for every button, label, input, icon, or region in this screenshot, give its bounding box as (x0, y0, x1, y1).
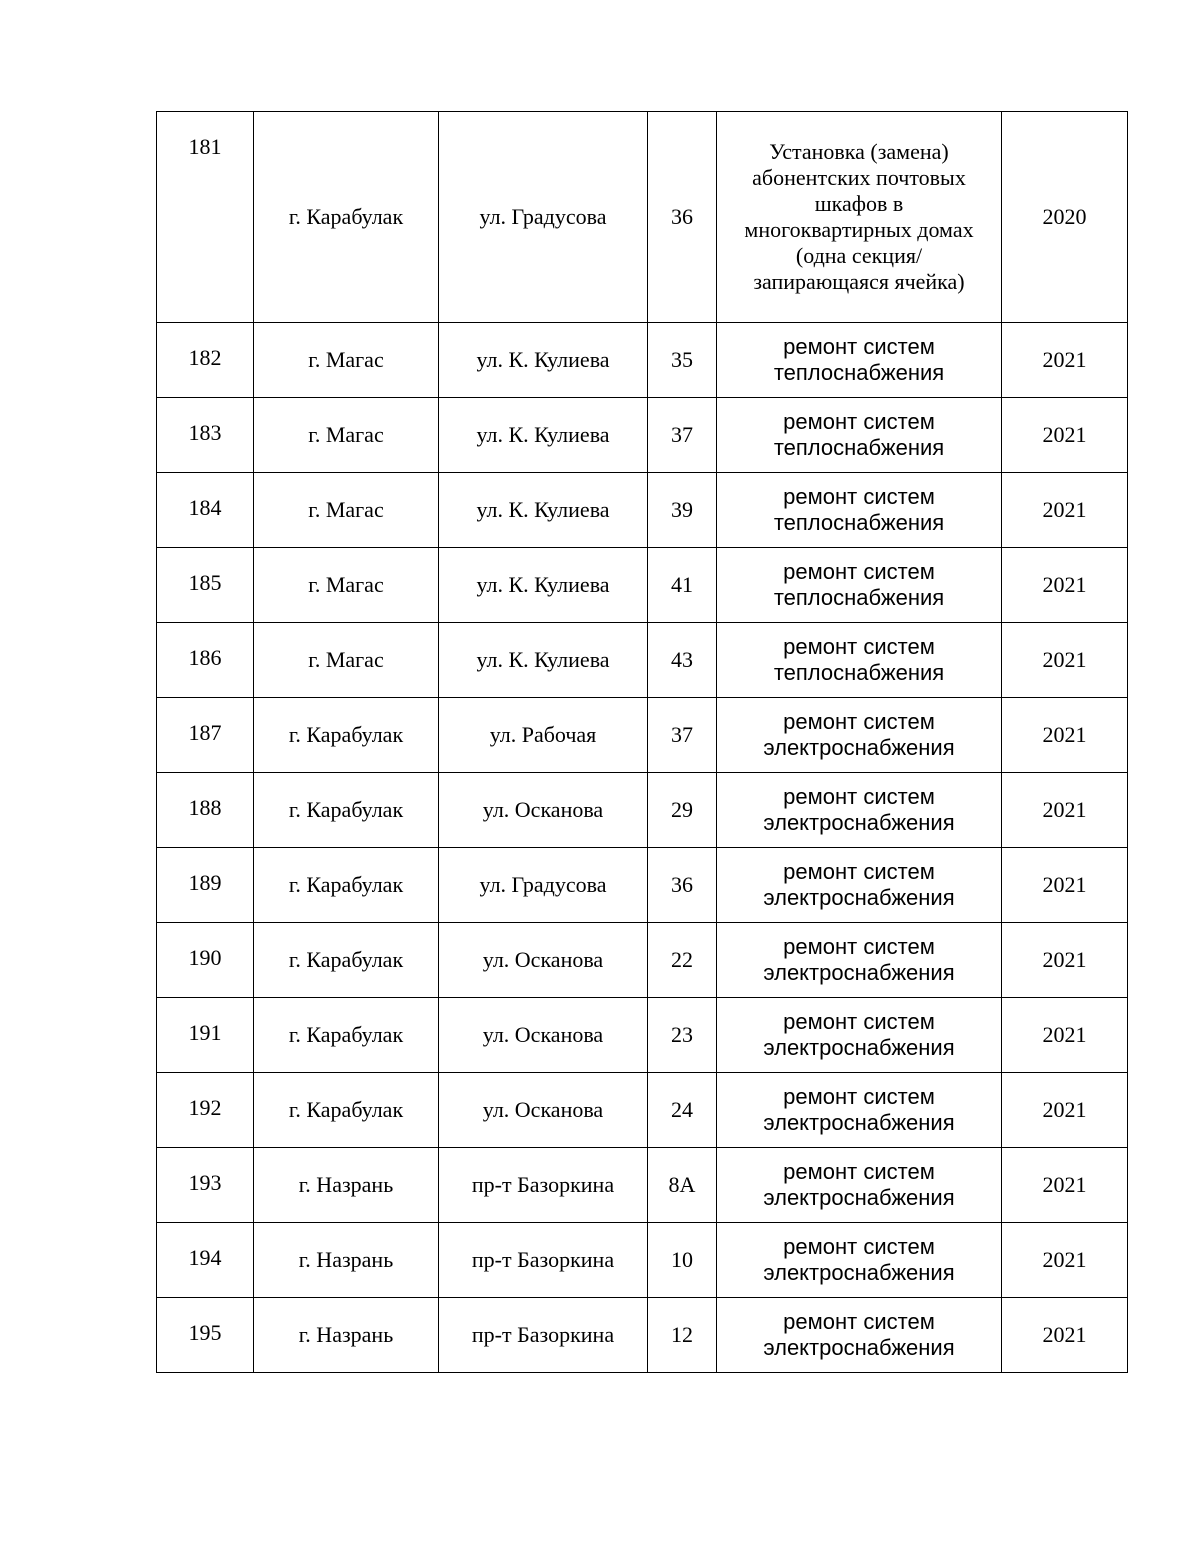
street-cell: ул. Градусова (439, 112, 648, 323)
row-number: 183 (157, 398, 254, 473)
row-number: 193 (157, 1148, 254, 1223)
row-number: 189 (157, 848, 254, 923)
work-type-line: теплоснабжения (773, 585, 945, 610)
work-type-cell: Установка (замена) абонентских почтовых шкафов в многоквартирных домах (одна секция/запирающаяся ячейка) (717, 112, 1002, 323)
work-type-line: ремонт систем (783, 934, 935, 959)
table-row (157, 698, 1128, 773)
table-row (157, 923, 1128, 998)
work-type-line: электроснабжения (763, 1335, 955, 1360)
work-type-line: электроснабжения (763, 960, 955, 985)
work-type-line: ремонт систем (783, 1159, 935, 1184)
table-row (157, 548, 1128, 623)
year-cell: 2021 (1002, 623, 1128, 698)
work-type-cell (717, 398, 1002, 473)
street-cell: ул. К. Кулиева (439, 548, 648, 623)
city-cell: г. Карабулак (254, 848, 439, 923)
work-type-cell (717, 473, 1002, 548)
work-type-line: электроснабжения (763, 1185, 955, 1210)
table-row (157, 323, 1128, 398)
table-row (157, 998, 1128, 1073)
street-cell: ул. Градусова (439, 848, 648, 923)
year-cell: 2021 (1002, 698, 1128, 773)
work-type-line: электроснабжения (763, 735, 955, 760)
work-type-line: ремонт систем (783, 709, 935, 734)
table-row (157, 473, 1128, 548)
row-number: 194 (157, 1223, 254, 1298)
work-type-line: ремонт систем (783, 409, 935, 434)
house-cell: 37 (648, 398, 717, 473)
city-cell: г. Карабулак (254, 1073, 439, 1148)
year-cell: 2021 (1002, 1073, 1128, 1148)
house-cell: 24 (648, 1073, 717, 1148)
house-cell: 35 (648, 323, 717, 398)
work-type-cell (717, 698, 1002, 773)
row-number: 188 (157, 773, 254, 848)
work-type-line: электроснабжения (763, 1110, 955, 1135)
work-type-line: электроснабжения (763, 1035, 955, 1060)
year-cell: 2021 (1002, 398, 1128, 473)
city-cell: г. Магас (254, 548, 439, 623)
street-cell: ул. Осканова (439, 998, 648, 1073)
table-row (157, 1073, 1128, 1148)
work-type-line: электроснабжения (763, 1260, 955, 1285)
house-cell: 10 (648, 1223, 717, 1298)
work-type-line: теплоснабжения (773, 660, 945, 685)
work-type-cell (717, 623, 1002, 698)
work-type-line: ремонт систем (783, 1309, 935, 1334)
year-cell: 2021 (1002, 473, 1128, 548)
city-cell: г. Карабулак (254, 773, 439, 848)
work-type-cell (717, 323, 1002, 398)
year-cell: 2021 (1002, 1148, 1128, 1223)
work-type-line: ремонт систем (783, 784, 935, 809)
year-cell: 2021 (1002, 773, 1128, 848)
city-cell: г. Назрань (254, 1298, 439, 1373)
house-cell: 37 (648, 698, 717, 773)
work-type-line: теплоснабжения (773, 360, 945, 385)
city-cell: г. Карабулак (254, 698, 439, 773)
city-cell: г. Магас (254, 323, 439, 398)
street-cell: пр-т Базоркина (439, 1148, 648, 1223)
year-cell: 2021 (1002, 1298, 1128, 1373)
house-cell: 23 (648, 998, 717, 1073)
work-type-line: ремонт систем (783, 334, 935, 359)
table-row (157, 1298, 1128, 1373)
street-cell: ул. Осканова (439, 1073, 648, 1148)
house-cell: 8А (648, 1148, 717, 1223)
row-number: 182 (157, 323, 254, 398)
street-cell: ул. Осканова (439, 773, 648, 848)
house-cell: 22 (648, 923, 717, 998)
work-type-cell (717, 773, 1002, 848)
table-row (157, 848, 1128, 923)
year-cell: 2021 (1002, 848, 1128, 923)
house-cell: 41 (648, 548, 717, 623)
street-cell: ул. Рабочая (439, 698, 648, 773)
row-number: 185 (157, 548, 254, 623)
house-cell: 39 (648, 473, 717, 548)
work-type-cell (717, 998, 1002, 1073)
work-type-cell (717, 1298, 1002, 1373)
year-cell: 2021 (1002, 923, 1128, 998)
row-number: 195 (157, 1298, 254, 1373)
street-cell: ул. Осканова (439, 923, 648, 998)
work-type-cell (717, 848, 1002, 923)
year-cell: 2021 (1002, 323, 1128, 398)
house-cell: 12 (648, 1298, 717, 1373)
city-cell: г. Назрань (254, 1148, 439, 1223)
row-number: 190 (157, 923, 254, 998)
city-cell: г. Карабулак (254, 998, 439, 1073)
street-cell: ул. К. Кулиева (439, 473, 648, 548)
row-number: 184 (157, 473, 254, 548)
table-row (157, 398, 1128, 473)
street-cell: ул. К. Кулиева (439, 323, 648, 398)
work-type-cell (717, 548, 1002, 623)
work-type-line: ремонт систем (783, 1009, 935, 1034)
work-type-line: ремонт систем (783, 1084, 935, 1109)
work-type-line: теплоснабжения (773, 435, 945, 460)
work-type-line: электроснабжения (763, 810, 955, 835)
work-type-line: ремонт систем (783, 1234, 935, 1259)
year-cell: 2021 (1002, 548, 1128, 623)
street-cell: пр-т Базоркина (439, 1298, 648, 1373)
city-cell: г. Магас (254, 473, 439, 548)
table-row (157, 773, 1128, 848)
house-cell: 43 (648, 623, 717, 698)
year-cell: 2020 (1002, 112, 1128, 323)
work-type-line: ремонт систем (783, 484, 935, 509)
table-row (157, 1223, 1128, 1298)
work-type-line: ремонт систем (783, 634, 935, 659)
house-cell: 36 (648, 848, 717, 923)
year-cell: 2021 (1002, 998, 1128, 1073)
row-number: 186 (157, 623, 254, 698)
house-cell: 36 (648, 112, 717, 323)
work-type-line: теплоснабжения (773, 510, 945, 535)
work-type-cell (717, 1223, 1002, 1298)
table-row (157, 623, 1128, 698)
row-number: 181 (157, 112, 254, 323)
work-type-cell (717, 1148, 1002, 1223)
work-type-line: ремонт систем (783, 559, 935, 584)
city-cell: г. Магас (254, 623, 439, 698)
house-cell: 29 (648, 773, 717, 848)
street-cell: ул. К. Кулиева (439, 398, 648, 473)
city-cell: г. Карабулак (254, 923, 439, 998)
row-number: 192 (157, 1073, 254, 1148)
table-row (157, 1148, 1128, 1223)
work-type-cell (717, 1073, 1002, 1148)
work-type-line: ремонт систем (783, 859, 935, 884)
city-cell: г. Карабулак (254, 112, 439, 323)
row-number: 191 (157, 998, 254, 1073)
year-cell: 2021 (1002, 1223, 1128, 1298)
city-cell: г. Магас (254, 398, 439, 473)
street-cell: пр-т Базоркина (439, 1223, 648, 1298)
repair-schedule-table (156, 111, 1128, 1373)
work-type-cell (717, 923, 1002, 998)
row-number: 187 (157, 698, 254, 773)
work-type-line: электроснабжения (763, 885, 955, 910)
table-row (157, 112, 1128, 323)
street-cell: ул. К. Кулиева (439, 623, 648, 698)
city-cell: г. Назрань (254, 1223, 439, 1298)
